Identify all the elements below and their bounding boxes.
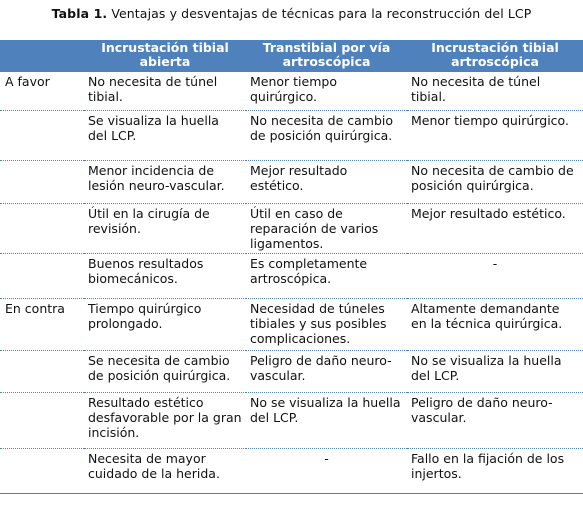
- cell-open-tibial-inlay: Necesita de mayor cuidado de la herida.: [84, 448, 246, 493]
- table-row: [0, 448, 583, 493]
- cell-open-tibial-inlay: Se visualiza la huella del LCP.: [84, 110, 246, 160]
- cell-arthroscopic-transtibial: -: [246, 448, 407, 493]
- cell-arthroscopic-transtibial: Es completamente artroscópica.: [246, 253, 407, 298]
- cell-arthroscopic-transtibial: Necesidad de túneles tibiales y sus posibles complicaciones.: [246, 298, 407, 350]
- cell-arthroscopic-tibial-inlay: No necesita de túnel tibial.: [407, 72, 583, 110]
- row-group-label: [0, 253, 84, 298]
- cell-arthroscopic-tibial-inlay: Menor tiempo quirúrgico.: [407, 110, 583, 160]
- header-arthroscopic-tibial-inlay: Incrustación tibial artroscópica: [407, 40, 583, 72]
- row-group-label: En contra: [0, 298, 84, 350]
- table-row: [0, 298, 583, 350]
- table-row: [0, 350, 583, 392]
- cell-arthroscopic-tibial-inlay: No necesita de cambio de posición quirúrgica.: [407, 160, 583, 203]
- cell-arthroscopic-transtibial: Peligro de daño neuro-vascular.: [246, 350, 407, 392]
- cell-arthroscopic-transtibial: Mejor resultado estético.: [246, 160, 407, 203]
- table-row: [0, 392, 583, 448]
- table-header-row: [0, 40, 583, 72]
- table-row: [0, 253, 583, 298]
- header-category: [0, 40, 84, 72]
- cell-open-tibial-inlay: Buenos resultados biomecánicos.: [84, 253, 246, 298]
- cell-arthroscopic-tibial-inlay: -: [407, 253, 583, 298]
- comparison-table: [0, 40, 583, 494]
- cell-open-tibial-inlay: Menor incidencia de lesión neuro-vascular.: [84, 160, 246, 203]
- caption-text: Ventajas y desventajas de técnicas para la reconstrucción del LCP: [111, 6, 532, 21]
- header-arthroscopic-transtibial: Transtibial por vía artroscópica: [246, 40, 407, 72]
- cell-arthroscopic-transtibial: Útil en caso de reparación de varios ligamentos.: [246, 203, 407, 253]
- table-caption: [0, 6, 583, 21]
- cell-arthroscopic-tibial-inlay: No se visualiza la huella del LCP.: [407, 350, 583, 392]
- cell-open-tibial-inlay: Resultado estético desfavorable por la gran incisión.: [84, 392, 246, 448]
- cell-arthroscopic-transtibial: No se visualiza la huella del LCP.: [246, 392, 407, 448]
- cell-arthroscopic-tibial-inlay: Peligro de daño neuro-vascular.: [407, 392, 583, 448]
- caption-label: Tabla 1.: [51, 6, 108, 21]
- cell-arthroscopic-tibial-inlay: Fallo en la fijación de los injertos.: [407, 448, 583, 493]
- row-group-label: [0, 392, 84, 448]
- cell-open-tibial-inlay: Tiempo quirúrgico prolongado.: [84, 298, 246, 350]
- cell-arthroscopic-tibial-inlay: Altamente demandante en la técnica quirúrgica.: [407, 298, 583, 350]
- header-open-tibial-inlay: Incrustación tibial abierta: [84, 40, 246, 72]
- cell-open-tibial-inlay: Útil en la cirugía de revisión.: [84, 203, 246, 253]
- row-group-label: [0, 110, 84, 160]
- cell-arthroscopic-transtibial: Menor tiempo quirúrgico.: [246, 72, 407, 110]
- cell-open-tibial-inlay: No necesita de túnel tibial.: [84, 72, 246, 110]
- table-row: [0, 203, 583, 253]
- table-row: [0, 72, 583, 110]
- cell-arthroscopic-tibial-inlay: Mejor resultado estético.: [407, 203, 583, 253]
- row-group-label: A favor: [0, 72, 84, 110]
- table-row: [0, 110, 583, 160]
- row-group-label: [0, 448, 84, 493]
- row-group-label: [0, 160, 84, 203]
- row-group-label: [0, 203, 84, 253]
- row-group-label: [0, 350, 84, 392]
- table-row: [0, 160, 583, 203]
- cell-open-tibial-inlay: Se necesita de cambio de posición quirúrgica.: [84, 350, 246, 392]
- cell-arthroscopic-transtibial: No necesita de cambio de posición quirúrgica.: [246, 110, 407, 160]
- table-body: [0, 72, 583, 493]
